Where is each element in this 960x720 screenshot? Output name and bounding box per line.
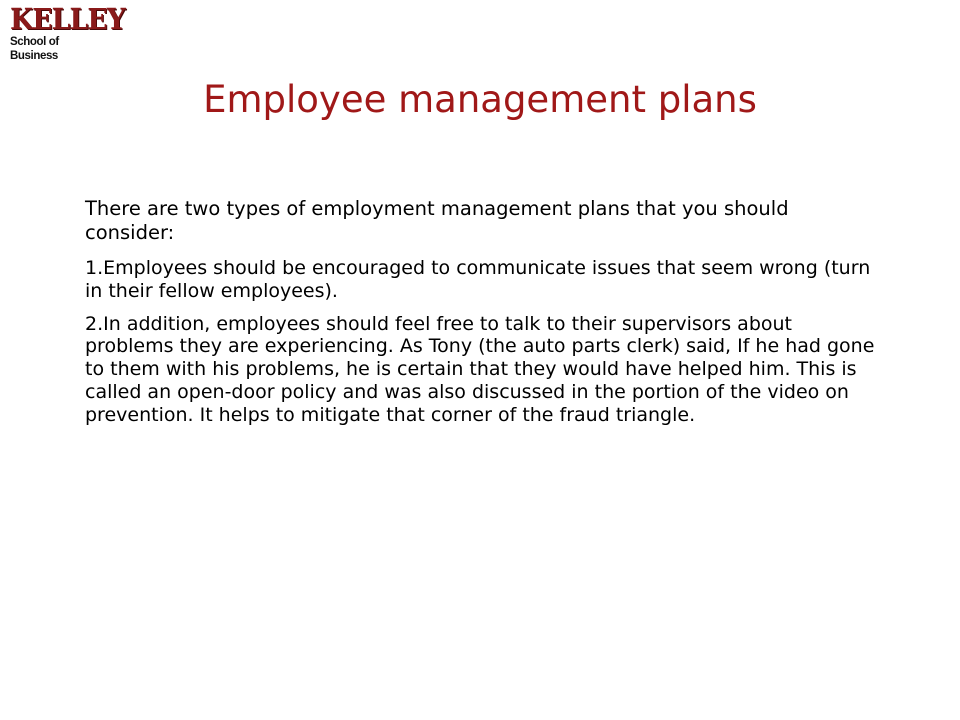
list-item: 2.In addition, employees should feel free to talk to their supervisors about problems they are experiencing. As Tony (the auto parts clerk) said, If he had gone to them with his problems, he is certain that they would have helped him. This is called an open-door policy and was also discussed in the portion of the video on prevention. It helps to mitigate that corner of the fraud triangle. bbox=[85, 312, 875, 426]
slide-title: Employee management plans bbox=[203, 78, 757, 121]
slide-body bbox=[85, 197, 875, 437]
intro-paragraph: There are two types of employment management plans that you should consider: bbox=[85, 197, 789, 244]
list-item: 1.Employees should be encouraged to communicate issues that seem wrong (turn in their fellow employees). bbox=[85, 257, 871, 302]
logo-wordmark: KELLEY bbox=[10, 2, 125, 36]
logo-subtitle: School of Business bbox=[10, 36, 59, 62]
kelley-school-logo bbox=[10, 2, 125, 62]
